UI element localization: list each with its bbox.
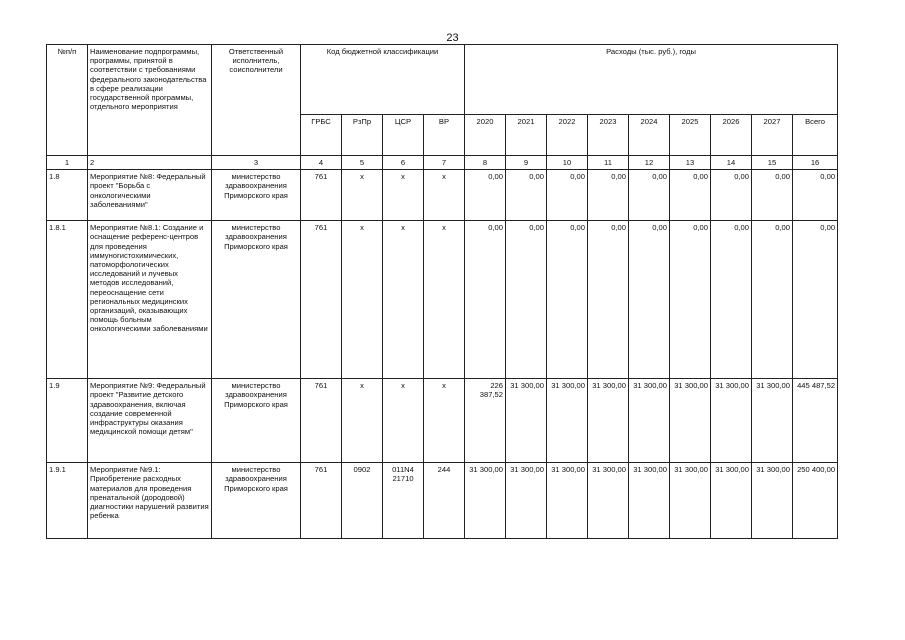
row-num: 1.8.1 [47, 221, 88, 379]
row-value-2021: 31 300,00 [506, 379, 547, 463]
header-code-grbs: ГРБС [301, 115, 342, 156]
table-row [47, 379, 838, 463]
row-value-2020: 0,00 [465, 221, 506, 379]
column-number: 12 [629, 156, 670, 170]
row-rzpr: x [342, 170, 383, 221]
budget-table [46, 44, 838, 539]
row-value-2021: 0,00 [506, 221, 547, 379]
row-vr: 244 [424, 463, 465, 539]
row-value-2026: 31 300,00 [711, 463, 752, 539]
table-row [47, 463, 838, 539]
header-total: Всего [793, 115, 838, 156]
row-value-2022: 0,00 [547, 221, 588, 379]
row-value-2025: 0,00 [670, 221, 711, 379]
header-year-2025: 2025 [670, 115, 711, 156]
header-year-2027: 2027 [752, 115, 793, 156]
row-num: 1.8 [47, 170, 88, 221]
header-row-1 [47, 45, 838, 115]
row-name: Мероприятие №8.1: Создание и оснащение референс-центров для проведения иммуногистохимических, патоморфологических исследований и лучевых методов исследований, переоснащение сети региональных медицинских организаций, оказывающих помощь больным онкологическими заболеваниями [88, 221, 212, 379]
row-num: 1.9 [47, 379, 88, 463]
row-rzpr: x [342, 379, 383, 463]
row-value-total: 0,00 [793, 221, 838, 379]
row-responsible: министерство здравоохранения Приморского края [212, 379, 301, 463]
row-value-2023: 0,00 [588, 170, 629, 221]
row-value-2026: 0,00 [711, 221, 752, 379]
column-number: 11 [588, 156, 629, 170]
header-year-2020: 2020 [465, 115, 506, 156]
row-vr: x [424, 379, 465, 463]
row-value-2024: 31 300,00 [629, 463, 670, 539]
row-value-total: 445 487,52 [793, 379, 838, 463]
row-value-2022: 0,00 [547, 170, 588, 221]
row-csr: x [383, 379, 424, 463]
column-number: 3 [212, 156, 301, 170]
row-value-2025: 31 300,00 [670, 463, 711, 539]
row-responsible: министерство здравоохранения Приморского края [212, 463, 301, 539]
table-row [47, 170, 838, 221]
row-value-2020: 0,00 [465, 170, 506, 221]
header-code-rzpr: РзПр [342, 115, 383, 156]
column-number: 6 [383, 156, 424, 170]
row-name: Мероприятие №9: Федеральный проект "Развитие детского здравоохранения, включая создание современной инфраструктуры оказания медицинской помощи детям" [88, 379, 212, 463]
table-row [47, 221, 838, 379]
row-value-total: 0,00 [793, 170, 838, 221]
column-number: 8 [465, 156, 506, 170]
row-value-2027: 0,00 [752, 170, 793, 221]
column-number: 1 [47, 156, 88, 170]
header-code-csr: ЦСР [383, 115, 424, 156]
column-number: 15 [752, 156, 793, 170]
column-number: 10 [547, 156, 588, 170]
row-csr: 011N4 21710 [383, 463, 424, 539]
row-csr: x [383, 170, 424, 221]
row-value-2022: 31 300,00 [547, 379, 588, 463]
row-value-2024: 31 300,00 [629, 379, 670, 463]
row-value-2021: 0,00 [506, 170, 547, 221]
row-value-2027: 31 300,00 [752, 379, 793, 463]
row-value-2026: 0,00 [711, 170, 752, 221]
column-number-row [47, 156, 838, 170]
row-value-2020: 226 387,52 [465, 379, 506, 463]
header-year-2022: 2022 [547, 115, 588, 156]
row-csr: x [383, 221, 424, 379]
row-grbs: 761 [301, 463, 342, 539]
header-year-2021: 2021 [506, 115, 547, 156]
header-year-2023: 2023 [588, 115, 629, 156]
row-value-2025: 31 300,00 [670, 379, 711, 463]
row-vr: x [424, 221, 465, 379]
row-responsible: министерство здравоохранения Приморского края [212, 170, 301, 221]
row-num: 1.9.1 [47, 463, 88, 539]
row-responsible: министерство здравоохранения Приморского края [212, 221, 301, 379]
header-code-vr: ВР [424, 115, 465, 156]
row-value-2023: 31 300,00 [588, 463, 629, 539]
column-number: 9 [506, 156, 547, 170]
row-value-2025: 0,00 [670, 170, 711, 221]
header-name: Наименование подпрограммы, программы, принятой в соответствии с требованиями федерального законодательства в сфере реализации государственной программы, отдельного мероприятия [88, 45, 212, 156]
header-code-group: Код бюджетной классификации [301, 45, 465, 115]
column-number: 4 [301, 156, 342, 170]
column-number: 13 [670, 156, 711, 170]
row-value-2023: 31 300,00 [588, 379, 629, 463]
row-rzpr: 0902 [342, 463, 383, 539]
row-grbs: 761 [301, 221, 342, 379]
row-value-total: 250 400,00 [793, 463, 838, 539]
row-vr: x [424, 170, 465, 221]
row-value-2027: 0,00 [752, 221, 793, 379]
row-value-2024: 0,00 [629, 221, 670, 379]
header-num: №п/п [47, 45, 88, 156]
row-grbs: 761 [301, 170, 342, 221]
column-number: 5 [342, 156, 383, 170]
header-expenses-group: Расходы (тыс. руб.), годы [465, 45, 838, 115]
row-rzpr: x [342, 221, 383, 379]
row-name: Мероприятие №9.1: Приобретение расходных материалов для проведения пренатальной (дородовой) диагностики нарушений развития ребенка [88, 463, 212, 539]
row-value-2023: 0,00 [588, 221, 629, 379]
header-responsible: Ответственный исполнитель, соисполнители [212, 45, 301, 156]
page-number: 23 [446, 32, 459, 44]
row-value-2020: 31 300,00 [465, 463, 506, 539]
column-number: 7 [424, 156, 465, 170]
row-value-2026: 31 300,00 [711, 379, 752, 463]
row-grbs: 761 [301, 379, 342, 463]
row-value-2024: 0,00 [629, 170, 670, 221]
row-value-2027: 31 300,00 [752, 463, 793, 539]
column-number: 14 [711, 156, 752, 170]
row-name: Мероприятие №8: Федеральный проект "Борьба с онкологическими заболеваниями" [88, 170, 212, 221]
row-value-2021: 31 300,00 [506, 463, 547, 539]
header-year-2024: 2024 [629, 115, 670, 156]
column-number: 2 [88, 156, 212, 170]
row-value-2022: 31 300,00 [547, 463, 588, 539]
header-year-2026: 2026 [711, 115, 752, 156]
column-number: 16 [793, 156, 838, 170]
